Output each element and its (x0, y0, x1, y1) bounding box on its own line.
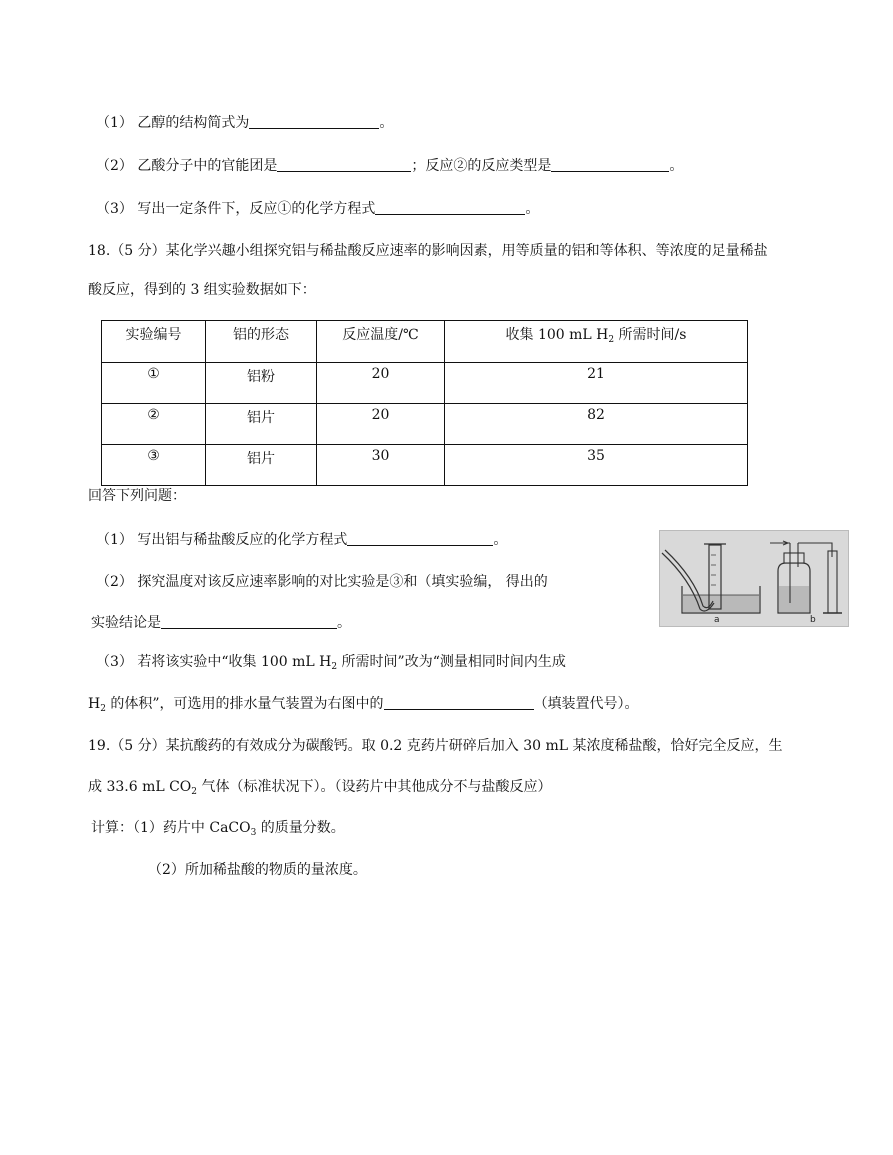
table-row (102, 445, 748, 486)
table-cell: ① (102, 363, 206, 404)
answer-prompt: 回答下列问题： (88, 488, 186, 504)
table-cell: 铝片 (206, 445, 317, 486)
q18-part3b-text: H (88, 696, 101, 712)
q18-part1-text: （1） 写出铝与稀盐酸反应的化学方程式 (96, 532, 348, 548)
q18-part2b (91, 613, 351, 633)
header-text: 收集 100 mL H (505, 327, 609, 343)
subscript: 2 (331, 662, 338, 672)
q19-calc1 (91, 818, 345, 843)
q18-part1 (96, 530, 507, 550)
subscript: 2 (191, 787, 198, 797)
q19-calc2: （2）所加稀盐酸的物质的量浓度。 (148, 862, 367, 878)
punct: 。 (337, 615, 351, 631)
q18-part3 (96, 652, 566, 677)
table-cell: ③ (102, 445, 206, 486)
q18-intro-line1: 18.（5 分）某化学兴趣小组探究铝与稀盐酸反应速率的影响因素，用等质量的铝和等体积、等浓度的足量稀盐 (88, 243, 768, 259)
header-text: 所需时间/s (614, 327, 687, 343)
q19-calc1-text: 的质量分数。 (256, 820, 345, 836)
q17-part2-text: （2） 乙酸分子中的官能团是 (96, 158, 278, 174)
table-cell: ② (102, 404, 206, 445)
q17-part1-text: （1） 乙醇的结构简式为 (96, 115, 250, 131)
q18-part3-text: （3） 若将该实验中“收集 100 mL H (96, 654, 332, 670)
subscript: 3 (250, 828, 257, 838)
table-cell: 铝粉 (206, 363, 317, 404)
table-header-row (102, 321, 748, 363)
q19-calc1-text: 计算：（1）药片中 CaCO (91, 820, 251, 836)
punct: 。 (525, 201, 540, 217)
apparatus-drawing (660, 531, 848, 626)
experiment-table (101, 320, 748, 486)
answer-blank[interactable] (161, 614, 337, 629)
subscript: 2 (608, 335, 615, 345)
q19-line1: 19.（5 分）某抗酸药的有效成分为碳酸钙。取 0.2 克药片研碎后加入 30 mL 某浓度稀盐酸，恰好完全反应，生 (88, 738, 783, 754)
q17-part2-text-b: ；反应②的反应类型是 (411, 158, 552, 174)
q18-intro-line2: 酸反应，得到的 3 组实验数据如下： (88, 282, 316, 298)
table-cell: 82 (445, 404, 748, 445)
table-header (445, 321, 748, 363)
q17-part1 (96, 113, 393, 133)
subscript: 2 (100, 704, 106, 714)
gas-collection-apparatus-figure (659, 530, 849, 627)
figure-label-a: a (714, 615, 720, 625)
table-header: 实验编号 (102, 321, 206, 363)
punct: 。 (669, 158, 684, 174)
q19-text: 气体（标准状况下）。（设药片中其他成分不与盐酸反应） (197, 779, 552, 795)
table-cell: 铝片 (206, 404, 317, 445)
q17-part2 (96, 156, 683, 176)
answer-blank[interactable] (277, 157, 411, 172)
table-cell: 30 (317, 445, 445, 486)
answer-blank[interactable] (375, 200, 525, 215)
table-cell: 20 (317, 363, 445, 404)
table-cell: 35 (445, 445, 748, 486)
table-header: 铝的形态 (206, 321, 317, 363)
q17-part3-text: （3） 写出一定条件下，反应①的化学方程式 (96, 201, 376, 217)
table-row (102, 363, 748, 404)
q18-part3b-text: 的体积”，可选用的排水量气装置为右图中的 (105, 696, 384, 712)
answer-blank[interactable] (347, 531, 493, 546)
table-row (102, 404, 748, 445)
table-header: 反应温度/℃ (317, 321, 445, 363)
q19-text: 成 33.6 mL CO (88, 779, 192, 795)
q17-part3 (96, 199, 539, 219)
punct: 。 (493, 532, 508, 548)
answer-blank[interactable] (551, 157, 669, 172)
q18-part3-text: 所需时间”改为“测量相同时间内生成 (337, 654, 566, 670)
answer-blank[interactable] (384, 695, 534, 710)
punct: 。 (379, 115, 394, 131)
q18-part3b-end: （填装置代号）。 (533, 696, 639, 712)
answer-blank[interactable] (249, 114, 379, 129)
q18-part3b (88, 694, 639, 719)
table-cell: 21 (445, 363, 748, 404)
table-cell: 20 (317, 404, 445, 445)
figure-label-b: b (810, 615, 816, 625)
q18-part2b-text: 实验结论是 (91, 615, 161, 631)
q19-line2 (88, 777, 551, 802)
q18-part2: （2） 探究温度对该反应速率影响的对比实验是③和（填实验编， 得出的 (96, 574, 548, 590)
